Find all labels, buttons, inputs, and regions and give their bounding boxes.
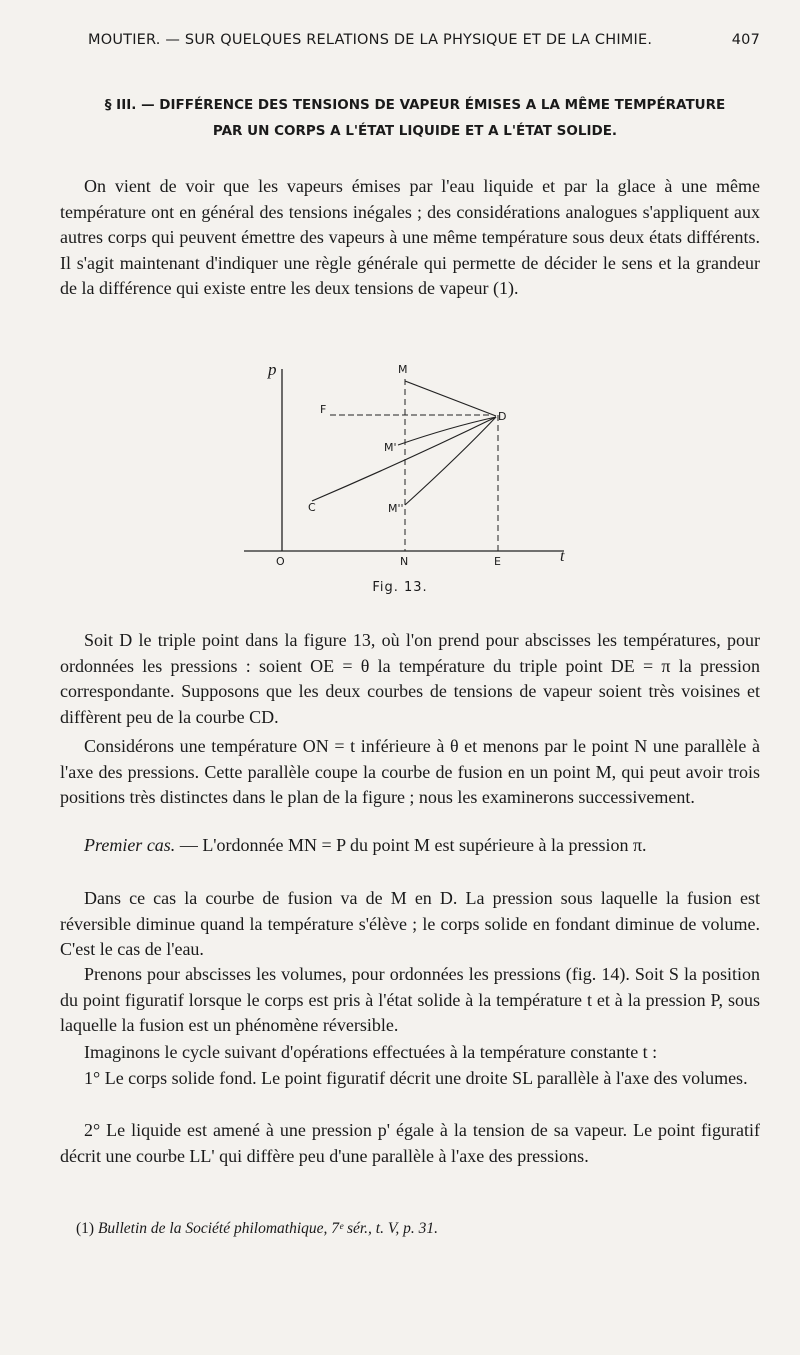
label-M-second: M'' (388, 502, 404, 515)
label-D: D (498, 410, 507, 423)
label-p: p (268, 360, 277, 379)
paragraph-3 (60, 833, 760, 859)
running-head (88, 32, 760, 48)
paragraph-5: Prenons pour abscisses les volumes, pour ordonnées les pressions (fig. 14). Soit S la position du point figuratif lorsque le corps est pris à l'état solide à la température t et à la pression P, sous laquelle la fusion est un phénomène réversible. (60, 964, 760, 1035)
label-M: M (398, 363, 408, 376)
label-E: E (494, 555, 501, 568)
paragraph-8: 2° Le liquide est amené à une pression p' égale à la tension de sa vapeur. Le point figuratif décrit une courbe LL' qui diffère peu d'une parallèle à l'axe des pressions. (60, 1120, 760, 1166)
label-F: F (320, 403, 327, 416)
footnote (76, 1220, 756, 1238)
paragraph-6: Imaginons le cycle suivant d'opérations effectuées à la température constante t : (84, 1042, 658, 1062)
paragraph-7: 1° Le corps solide fond. Le point figuratif décrit une droite SL parallèle à l'axe des volumes. (84, 1068, 748, 1088)
label-O: O (276, 555, 285, 568)
case-text: — L'ordonnée MN = P du point M est supérieure à la pression π. (175, 835, 647, 855)
label-M-prime: M' (384, 441, 397, 454)
figure-13 (230, 355, 580, 577)
paragraph-intro: On vient de voir que les vapeurs émises par l'eau liquide et par la glace à une même température ont en général des tensions inégales ; des considérations analogues s'appliquent aux autres corps qui peuvent émettre des vapeurs à une même température sous deux états différents. Il s'agit maintenant d'indiquer une règle générale qui permette de décider le sens et la grandeur de la différence qui existe entre les deux tensions de vapeur (1). (60, 176, 760, 298)
paragraph-1: Soit D le triple point dans la figure 13, où l'on prend pour abscisses les températures, pour ordonnées les pressions : soient OE = θ la température du triple point DE = π la pression correspondante. Supposons que les deux courbes de tensions de vapeur soient très voisines et diffèrent peu de la courbe CD. (60, 630, 760, 727)
curve-MD (405, 381, 496, 416)
footnote-text: Bulletin de la Société philomathique, 7ᵉ sér., t. V, p. 31. (97, 1220, 438, 1237)
section-title-line1: § III. — DIFFÉRENCE DES TENSIONS DE VAPEUR ÉMISES A LA MÊME TEMPÉRATURE (104, 97, 726, 113)
label-t: t (560, 548, 565, 565)
label-N: N (400, 555, 409, 568)
figure-caption: Fig. 13. (372, 580, 428, 595)
page-number: 407 (731, 32, 760, 48)
running-title: MOUTIER. — SUR QUELQUES RELATIONS DE LA PHYSIQUE ET DE LA CHIMIE. (88, 32, 653, 48)
footnote-marker: (1) (76, 1220, 95, 1237)
label-C: C (308, 501, 316, 514)
curve-MsecondD (405, 417, 496, 505)
section-title-line2: PAR UN CORPS A L'ÉTAT LIQUIDE ET A L'ÉTAT SOLIDE. (212, 123, 618, 139)
paragraph-2: Considérons une température ON = t inférieure à θ et menons par le point N une parallèle à l'axe des pressions. Cette parallèle coupe la courbe de fusion en un point M, qui peut avoir trois positions très distinctes dans le plan de la figure ; nous les examinerons successivement. (60, 736, 760, 807)
paragraph-4: Dans ce cas la courbe de fusion va de M en D. La pression sous laquelle la fusion est réversible diminue quand la température s'élève ; le corps solide en fondant diminue de volume. C'est le cas de l'eau. (60, 888, 760, 959)
curve-CD (312, 417, 496, 501)
case-heading: Premier cas. (84, 835, 176, 855)
